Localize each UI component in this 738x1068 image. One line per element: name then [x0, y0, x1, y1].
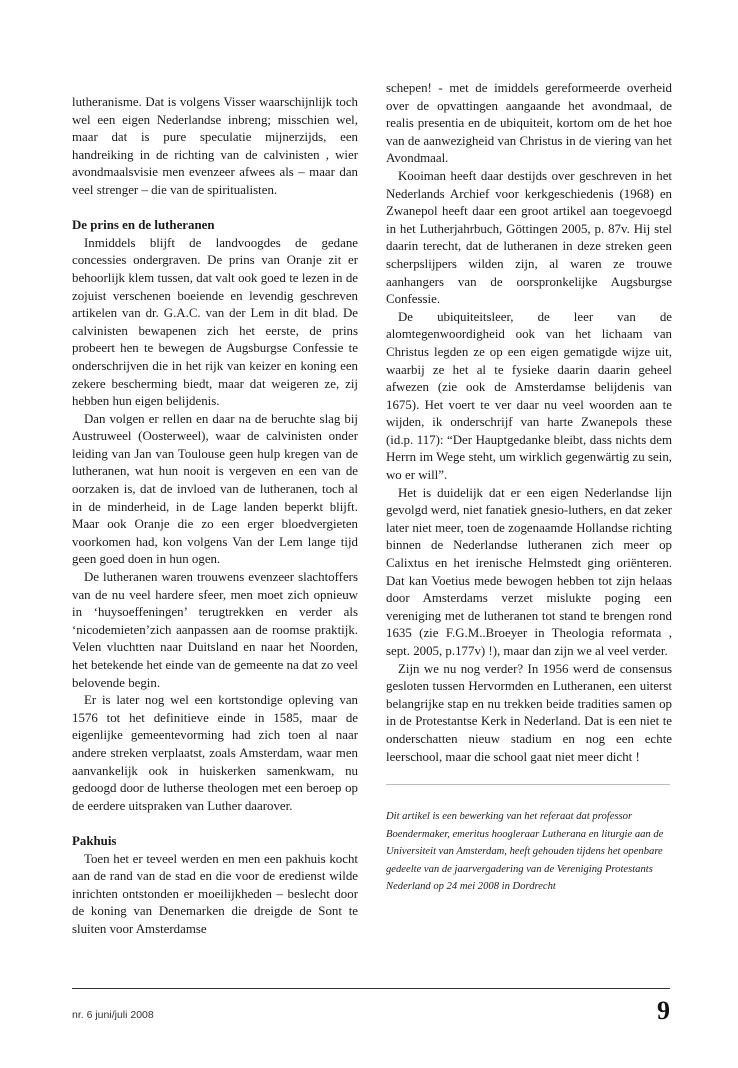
paragraph: schepen! - met de imiddels gereformeerde overheid over de opvattingen aangaande het avondmaal, de realis presentia en de ubiquiteit, kortom om de het hoe van de aanwezigheid van Christus in de viering van het Avondmaal.: [386, 81, 672, 166]
right-column: [386, 80, 672, 766]
page-number: 9: [657, 996, 670, 1025]
left-column: [72, 94, 358, 939]
paragraph: lutheranisme. Dat is volgens Visser waarschijnlijk toch wel een eigen Nederlandse inbreng; misschien wel, maar dat is pure speculatie mijnerzijds, een handreiking in de richting van de calvinisten , wier avondmaalsvisie men evenzeer afwees als – maar dan veel strenger – die van de spiritualisten.: [72, 95, 358, 197]
paragraph: Zijn we nu nog verder? In 1956 werd de consensus gesloten tussen Hervormden en Lutheranen, een uiterst belangrijke stap en nu trekken beide tradities samen op in de Protestantse Kerk in Nederland. Dat is een niet te onderschatten nieuw stadium en nog een echte leerschool, maar die school gaat niet meer dicht !: [386, 661, 672, 764]
section-heading: De prins en de lutheranen: [72, 218, 215, 233]
paragraph: Het is duidelijk dat er een eigen Nederlandse lijn gevolgd werd, niet fanatiek gnesio-luthers, en dat zeker later niet meer, toen de zogenaamde Hollandse richting binnen de Nederlandse lutheranen zich meer op Calixtus en het irenische Helmstedt ging oriënteren. Dat kan Voetius mede bewogen hebben tot zijn helaas door Amsterdams verzet mislukte poging een vereniging met de lutheranen tot stand te brengen rond 1635 (zie F.G.M..Broeyer in Theologia reformata , sept. 2005, p.177v) !), maar dan zijn we al veel verder.: [386, 485, 672, 658]
paragraph: De ubiquiteitsleer, de leer van de alomtegenwoordigheid ook van het lichaam van Christus legden ze op een eigen gematigde wijze uit, waarbij ze het al te fysieke daarin daarin geheel afwezen (zie ook de Amsterdamse belijdenis van 1675). Het voert te ver daar nu veel woorden aan te wijden, ik onderschrijf van harte Zwanepols these (id.p. 117): “Der Hauptgedanke bleibt, dass nichts dem Herrn im Wege steht, um wirklich gegenwärtig zu sein, wo er will”.: [386, 309, 672, 483]
paragraph: De lutheranen waren trouwens evenzeer slachtoffers van de nu veel hardere sfeer, men moet zich opnieuw in ‘huysoeffeningen’ terugtrekken en verder als ‘nicodemieten’zich aanpassen aan de roomse praktijk. Velen vluchtten naar Duitsland en naar het Noorden, het betekende het einde van de gemeente na dat zo veel belovende begin.: [72, 570, 358, 690]
section-heading: Pakhuis: [72, 833, 117, 848]
article-note: Dit artikel is een bewerking van het referaat dat professor Boendermaker, emeritus hoogleraar Lutherana en liturgie aan de Universiteit van Amsterdam, heeft gehouden tijdens het openbare gedeelte van de jaarvergadering van de Vereniging Protestants Nederland op 24 mei 2008 in Dordrecht: [386, 811, 664, 893]
issue-label: nr. 6 juni/juli 2008: [72, 1009, 154, 1021]
paragraph: Toen het er teveel werden en men een pakhuis kocht aan de rand van de stad en die voor de eredienst wilde inrichten ontstonden er moeilijkheden – beslecht door de koning van Denemarken die dreigde de Sont te sluiten voor Amsterdamse: [72, 851, 358, 936]
note-separator: [386, 784, 670, 785]
paragraph: Inmiddels blijft de landvoogdes de gedane concessies ondergraven. De prins van Oranje zit er behoorlijk klem tussen, dat valt ook goed te lezen in de zojuist verschenen boeiende en levendig geschreven artikelen van dr. G.A.C. van der Lem in dit blad. De calvinisten bewapenen zich het eerste, de prins probeert hen te bewegen de Augsburgse Confessie te onderschrijven die in het rijk van keizer en koning een zekere bescherming biedt, maar dat weigeren ze, zij hebben hun eigen belijdenis.: [72, 235, 358, 409]
paragraph: Dan volgen er rellen en daar na de beruchte slag bij Austruweel (Oosterweel), waar de calvinisten onder leiding van Jan van Toulouse geen hulp kregen van de lutheranen, wat hun nooit is vergeven en een van de oorzaken is, dat de invloed van de lutheranen, toch al in de minderheid, in de Lage landen beperkt blijft. Maar ook Oranje die zo een erger bloedvergieten voorkomen had, kon volgens Van der Lem lange tijd geen goed doen in hun ogen.: [72, 411, 358, 567]
paragraph: Er is later nog wel een kortstondige opleving van 1576 tot het definitieve einde in 1585, maar de eigenlijke gemeentevorming had zich toen al naar andere streken verplaatst, zoals Amsterdam, waar men aanvankelijk ook in huiskerken samenkwam, nu gedoogd door de lutherse theologen met een beroep op de eerdere uitspraken van Luther daarover.: [72, 693, 358, 813]
footer-rule: [72, 988, 670, 989]
paragraph: Kooiman heeft daar destijds over geschreven in het Nederlands Archief voor kerkgeschiedenis (1968) en Zwanepol heeft daar een groot artikel aan toegevoegd in het Lutherjahrbuch, Göttingen 2005, p. 87v. Hij stel daarin terecht, dat de lutheranen in deze streken geen scherpslijpers wilden zijn, al waren ze trouwe aanhangers van de oorspronkelijke Augsburgse Confessie.: [386, 168, 672, 307]
